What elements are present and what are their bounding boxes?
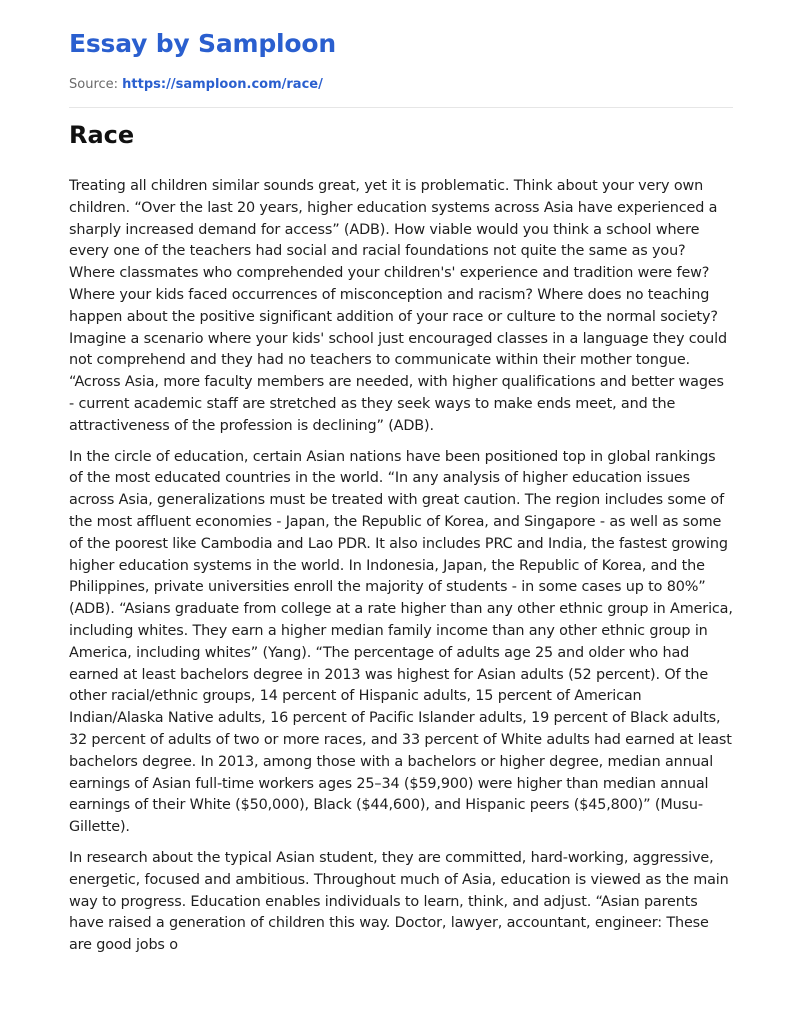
essay-page: [69, 0, 733, 1028]
essay-body: [69, 176, 733, 957]
paragraph-1: Treating all children similar sounds great, yet it is problematic. Think about your very own children. “Over the last 20 years, higher education systems across Asia have experienced a sharply increased demand for access” (ADB). How viable would you think a school where every one of the teachers had social and racial foundations not quite the same as you? Where classmates who comprehended your children's' experience and tradition were few? Where your kids faced occurrences of misconception and racism? Where does no teaching happen about the positive significant addition of your race or culture to the normal society? Imagine a scenario where your kids' school just encouraged classes in a language they could not comprehend and they had no teachers to communicate within their mother tongue. “Across Asia, more faculty members are needed, with higher qualifications and better wages - current academic staff are stretched as they seek ways to make ends meet, and the attractiveness of the profession is declining” (ADB).: [69, 178, 727, 434]
paragraph-3: In research about the typical Asian student, they are committed, hard-working, aggressive, energetic, focused and ambitious. Throughout much of Asia, education is viewed as the main way to progress. Education enables individuals to learn, think, and adjust. “Asian parents have raised a generation of children this way. Doctor, lawyer, accountant, engineer: These are good jobs o: [69, 849, 729, 954]
source-link[interactable]: https://samploon.com/race/: [122, 77, 323, 92]
header-divider: [69, 107, 733, 108]
essay-title: Race: [69, 121, 135, 149]
site-brand[interactable]: Essay by Samploon: [69, 29, 336, 58]
paragraph-2: In the circle of education, certain Asian nations have been positioned top in global rankings of the most educated countries in the world. “In any analysis of higher education issues across Asia, generalizations must be treated with great caution. The region includes some of the most affluent economies - Japan, the Republic of Korea, and Singapore - as well as some of the poorest like Cambodia and Lao PDR. It also includes PRC and India, the fastest growing higher education systems in the world. In Indonesia, Japan, the Republic of Korea, and the Philippines, private universities enroll the majority of students - in some cases up to 80%” (ADB). “Asians graduate from college at a rate higher than any other ethnic group in America, including whites. They earn a higher median family income than any other ethnic group in America, including whites” (Yang). “The percentage of adults age 25 and older who had earned at least bachelors degree in 2013 was highest for Asian adults (52 percent). Of the other racial/ethnic groups, 14 percent of Hispanic adults, 15 percent of American Indian/Alaska Native adults, 16 percent of Pacific Islander adults, 19 percent of Black adults, 32 percent of adults of two or more races, and 33 percent of White adults had earned at least bachelors degree. In 2013, among those with a bachelors or higher degree, median annual earnings of Asian full-time workers ages 25–34 ($59,900) were higher than median annual earnings of their White ($50,000), Black ($44,600), and Hispanic peers ($45,800)” (Musu-Gillette).: [69, 448, 733, 836]
source-line: [69, 76, 733, 94]
source-label: Source:: [69, 77, 119, 92]
